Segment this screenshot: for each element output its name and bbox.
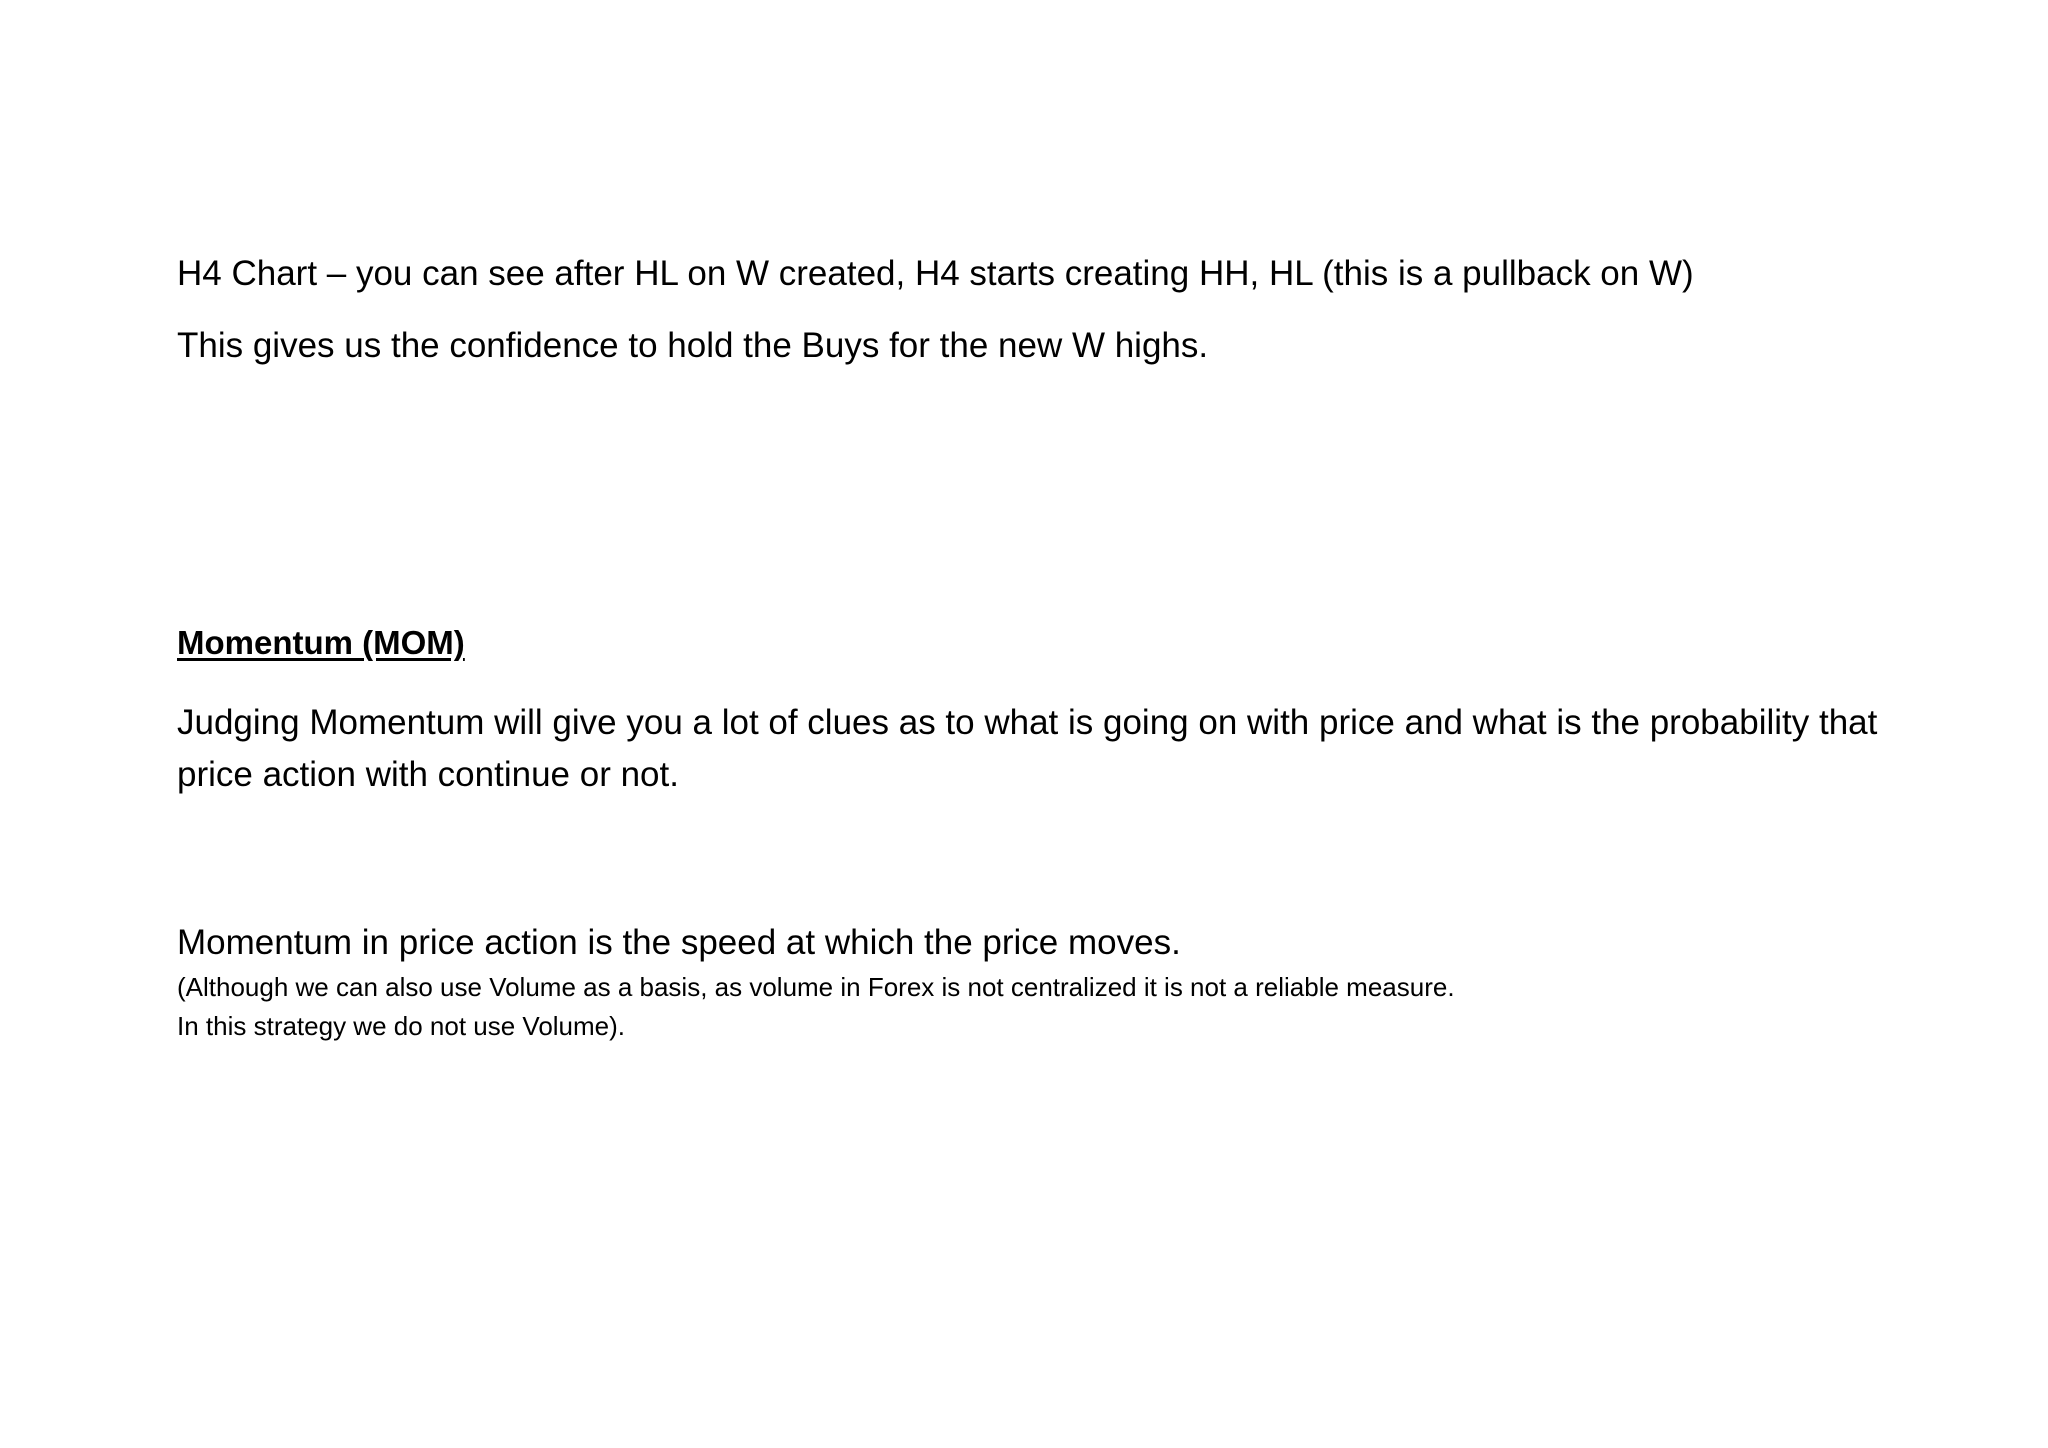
momentum-heading: Momentum (MOM) [177,624,465,661]
confidence-text: This gives us the confidence to hold the Buys for the new W highs. [177,326,1209,365]
judging-momentum-paragraph: Judging Momentum will give you a lot of clues as to what is going on with price and what is the probability that price action with continue or not. [177,703,1878,794]
momentum-definition-text: Momentum in price action is the speed at which the price moves. [177,923,1181,962]
h4-chart-text: H4 Chart – you can see after HL on W created, H4 starts creating HH, HL (this is a pullback on W) [177,254,1694,293]
volume-note-line-1: (Although we can also use Volume as a basis, as volume in Forex is not centralized it is not a reliable measure. [177,972,1455,1002]
volume-note-line-2: In this strategy we do not use Volume). [177,1011,626,1041]
